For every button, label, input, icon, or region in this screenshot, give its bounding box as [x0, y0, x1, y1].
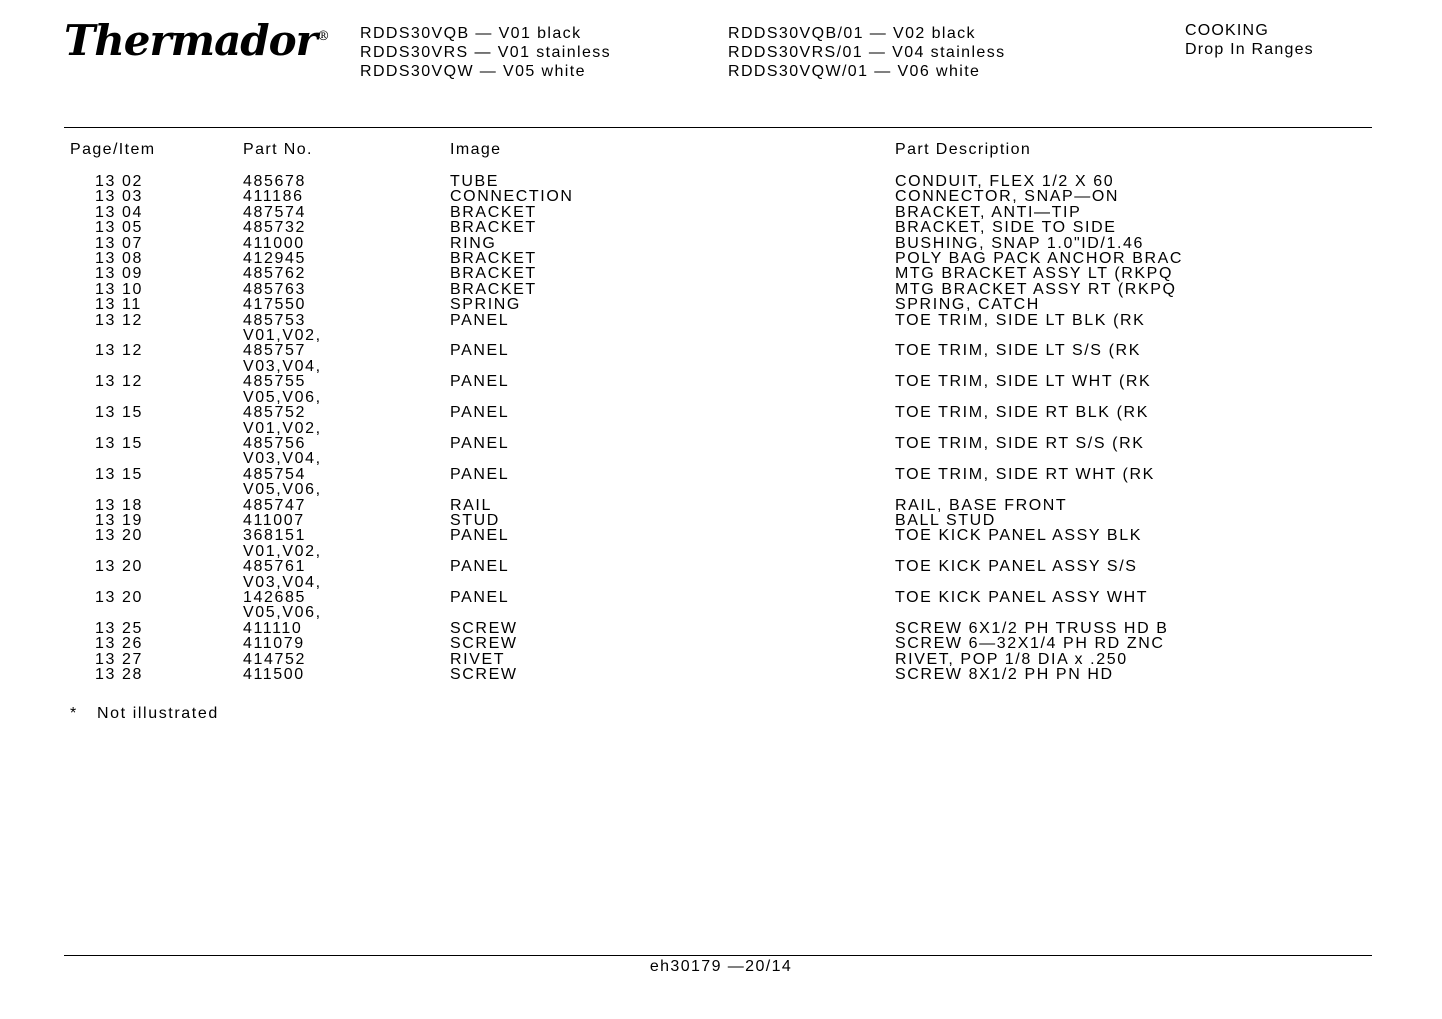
thermador-logo [64, 16, 330, 65]
description-cell: TOE TRIM, SIDE LT S/S (RK [895, 342, 1141, 360]
table-row [70, 251, 1372, 266]
part-number: 411186 [243, 188, 304, 206]
image-label-cell: PANEL [450, 465, 510, 483]
description-cell: POLY BAG PACK ANCHOR BRAC [895, 250, 1184, 268]
description-cell: SPRING, CATCH [895, 296, 1040, 314]
part-number: 411110 [243, 619, 303, 637]
table-row [70, 205, 1372, 220]
page-item-cell: 13 27 [95, 650, 144, 668]
table-row [70, 590, 1372, 621]
image-label-cell: RIVET [450, 650, 506, 668]
logo-text: Thermador [64, 16, 317, 65]
page-item-cell: 13 25 [95, 619, 144, 637]
page-item-cell: 13 08 [95, 250, 144, 268]
page-item-cell: 13 03 [95, 188, 144, 206]
part-no-cell [243, 343, 450, 374]
description-cell: SCREW 8X1/2 PH PN HD [895, 666, 1114, 683]
description-cell: RIVET, POP 1/8 DIA x .250 [895, 650, 1128, 668]
variant-codes: V01,V02, [243, 419, 322, 437]
page-item-cell: 13 04 [95, 203, 144, 221]
column-header-part-no: Part No. [243, 141, 313, 158]
table-row [70, 297, 1372, 312]
table-header-row [70, 141, 1372, 158]
part-number: 485755 [243, 373, 306, 391]
image-label-cell: CONNECTION [450, 188, 574, 206]
description-cell: TOE TRIM, SIDE RT WHT (RK [895, 465, 1155, 483]
part-number: 485678 [243, 173, 306, 190]
variant-codes: V01,V02, [243, 327, 322, 345]
description-cell: TOE TRIM, SIDE LT WHT (RK [895, 373, 1152, 391]
image-label-cell: PANEL [450, 558, 510, 576]
footnote [70, 705, 219, 723]
model-list-right [728, 24, 1006, 81]
category-label [1185, 21, 1314, 59]
table-row [70, 174, 1372, 189]
variant-codes: V03,V04, [243, 573, 322, 591]
description-cell: BUSHING, SNAP 1.0"ID/1.46 [895, 234, 1145, 252]
page-item-cell: 13 11 [95, 296, 142, 314]
part-no-cell [243, 513, 450, 528]
part-number: 485747 [243, 496, 306, 514]
part-no-cell [243, 282, 450, 297]
table-row [70, 667, 1372, 682]
table-row [70, 266, 1372, 281]
page-item-cell: 13 20 [95, 588, 144, 606]
part-number: 485762 [243, 265, 306, 283]
variant-codes: V03,V04, [243, 450, 322, 468]
model-line: RDDS30VQW — V05 white [360, 63, 586, 80]
page-item-cell: 13 12 [95, 373, 144, 391]
image-label-cell: SCREW [450, 666, 518, 683]
page-item-cell: 13 15 [95, 404, 144, 422]
part-number: 485732 [243, 219, 306, 237]
table-row [70, 652, 1372, 667]
part-number: 411079 [243, 635, 305, 653]
variant-codes: V03,V04, [243, 357, 322, 375]
table-row [70, 405, 1372, 436]
part-number: 485756 [243, 434, 306, 452]
parts-table [70, 141, 1372, 682]
page-item-cell: 13 18 [95, 496, 144, 514]
part-no-cell [243, 559, 450, 590]
image-label-cell: SCREW [450, 619, 518, 637]
page-item-cell: 13 15 [95, 434, 144, 452]
part-no-cell [243, 467, 450, 498]
description-cell: TOE KICK PANEL ASSY BLK [895, 527, 1142, 545]
table-row [70, 498, 1372, 513]
part-number: 411000 [243, 234, 305, 252]
table-row [70, 374, 1372, 405]
part-number: 414752 [243, 650, 306, 668]
part-no-cell [243, 405, 450, 436]
image-label-cell: BRACKET [450, 250, 537, 268]
part-number: 487574 [243, 203, 306, 221]
image-label-cell: RAIL [450, 496, 492, 514]
part-number: 485752 [243, 404, 306, 422]
part-no-cell [243, 297, 450, 312]
image-label-cell: PANEL [450, 588, 510, 606]
image-label-cell: SPRING [450, 296, 521, 314]
image-label-cell: PANEL [450, 527, 510, 545]
page-item-cell: 13 02 [95, 173, 144, 190]
image-label-cell: BRACKET [450, 203, 537, 221]
header-divider [64, 127, 1372, 128]
variant-codes: V05,V06, [243, 388, 322, 406]
table-row [70, 189, 1372, 204]
page-item-cell: 13 15 [95, 465, 144, 483]
table-row [70, 343, 1372, 374]
part-no-cell [243, 174, 450, 189]
table-row [70, 636, 1372, 651]
image-label-cell: SCREW [450, 635, 518, 653]
registered-trademark-icon: ® [316, 29, 330, 44]
part-number: 485763 [243, 280, 306, 298]
page-item-cell: 13 20 [95, 527, 144, 545]
model-line: RDDS30VRS — V01 stainless [360, 44, 612, 61]
page-item-cell: 13 10 [95, 280, 144, 298]
model-line: RDDS30VRS/01 — V04 stainless [728, 44, 1006, 61]
image-label-cell: BRACKET [450, 265, 537, 283]
model-list-left [360, 24, 611, 81]
part-number: 485757 [243, 342, 306, 360]
table-row [70, 313, 1372, 344]
table-row [70, 436, 1372, 467]
page-item-cell: 13 20 [95, 558, 144, 576]
description-cell: RAIL, BASE FRONT [895, 496, 1068, 514]
image-label-cell: PANEL [450, 404, 510, 422]
part-no-cell [243, 667, 450, 682]
image-label-cell: STUD [450, 511, 500, 529]
footnote-marker: * [70, 705, 78, 722]
table-row [70, 513, 1372, 528]
description-cell: SCREW 6X1/2 PH TRUSS HD B [895, 619, 1169, 637]
part-number: 485761 [243, 558, 306, 576]
description-cell: TOE TRIM, SIDE RT S/S (RK [895, 434, 1145, 452]
category-line-cooking: COOKING [1185, 22, 1269, 39]
image-label-cell: PANEL [450, 434, 510, 452]
part-number: 485753 [243, 311, 306, 329]
description-cell: BRACKET, ANTI—TIP [895, 203, 1082, 221]
image-label-cell: PANEL [450, 373, 510, 391]
page-item-cell: 13 28 [95, 666, 144, 683]
page-item-cell: 13 07 [95, 234, 144, 252]
description-cell: TOE TRIM, SIDE RT BLK (RK [895, 404, 1149, 422]
part-no-cell [243, 220, 450, 235]
description-cell: BRACKET, SIDE TO SIDE [895, 219, 1117, 237]
part-no-cell [243, 205, 450, 220]
image-label-cell: RING [450, 234, 497, 252]
table-body [70, 174, 1372, 682]
part-no-cell [243, 251, 450, 266]
description-cell: TOE KICK PANEL ASSY WHT [895, 588, 1149, 606]
table-row [70, 236, 1372, 251]
part-number: 142685 [243, 588, 306, 606]
page-item-cell: 13 26 [95, 635, 144, 653]
model-line: RDDS30VQW/01 — V06 white [728, 63, 981, 80]
image-label-cell: PANEL [450, 311, 510, 329]
table-row [70, 528, 1372, 559]
part-number: 411500 [243, 666, 305, 683]
category-line-drop-in-ranges: Drop In Ranges [1185, 41, 1314, 58]
page-item-cell: 13 12 [95, 342, 144, 360]
part-no-cell [243, 236, 450, 251]
description-cell: BALL STUD [895, 511, 996, 529]
description-cell: TOE TRIM, SIDE LT BLK (RK [895, 311, 1146, 329]
variant-codes: V05,V06, [243, 604, 322, 622]
description-cell: SCREW 6—32X1/4 PH RD ZNC [895, 635, 1165, 653]
part-no-cell [243, 621, 450, 636]
description-cell: CONDUIT, FLEX 1/2 X 60 [895, 173, 1115, 190]
footnote-text: Not illustrated [97, 705, 219, 722]
description-cell: MTG BRACKET ASSY LT (RKPQ [895, 265, 1173, 283]
page-item-cell: 13 09 [95, 265, 144, 283]
part-no-cell [243, 313, 450, 344]
page-item-cell: 13 12 [95, 311, 144, 329]
description-cell: CONNECTOR, SNAP—ON [895, 188, 1120, 206]
table-row [70, 559, 1372, 590]
image-label-cell: PANEL [450, 342, 510, 360]
part-no-cell [243, 266, 450, 281]
page-item-cell: 13 19 [95, 511, 144, 529]
description-cell: TOE KICK PANEL ASSY S/S [895, 558, 1138, 576]
table-row [70, 282, 1372, 297]
page-item-cell: 13 05 [95, 219, 144, 237]
image-label-cell: BRACKET [450, 219, 537, 237]
part-no-cell [243, 498, 450, 513]
description-cell: MTG BRACKET ASSY RT (RKPQ [895, 280, 1177, 298]
part-no-cell [243, 590, 450, 621]
part-no-cell [243, 652, 450, 667]
variant-codes: V05,V06, [243, 481, 322, 499]
part-number: 485754 [243, 465, 306, 483]
part-number: 368151 [243, 527, 306, 545]
column-header-page-item: Page/Item [70, 141, 156, 158]
part-no-cell [243, 436, 450, 467]
part-number: 417550 [243, 296, 306, 314]
model-line: RDDS30VQB — V01 black [360, 25, 582, 42]
part-number: 411007 [243, 511, 305, 529]
column-header-image: Image [450, 141, 502, 158]
table-row [70, 220, 1372, 235]
part-no-cell [243, 189, 450, 204]
document-reference: eh30179 —20/14 [649, 958, 793, 975]
image-label-cell: BRACKET [450, 280, 537, 298]
column-header-part-description: Part Description [895, 141, 1032, 158]
image-label-cell: TUBE [450, 173, 500, 190]
part-no-cell [243, 374, 450, 405]
table-row [70, 621, 1372, 636]
part-number: 412945 [243, 250, 306, 268]
part-no-cell [243, 636, 450, 651]
table-row [70, 467, 1372, 498]
part-no-cell [243, 528, 450, 559]
model-line: RDDS30VQB/01 — V02 black [728, 25, 976, 42]
variant-codes: V01,V02, [243, 542, 322, 560]
footer-divider [64, 955, 1372, 956]
